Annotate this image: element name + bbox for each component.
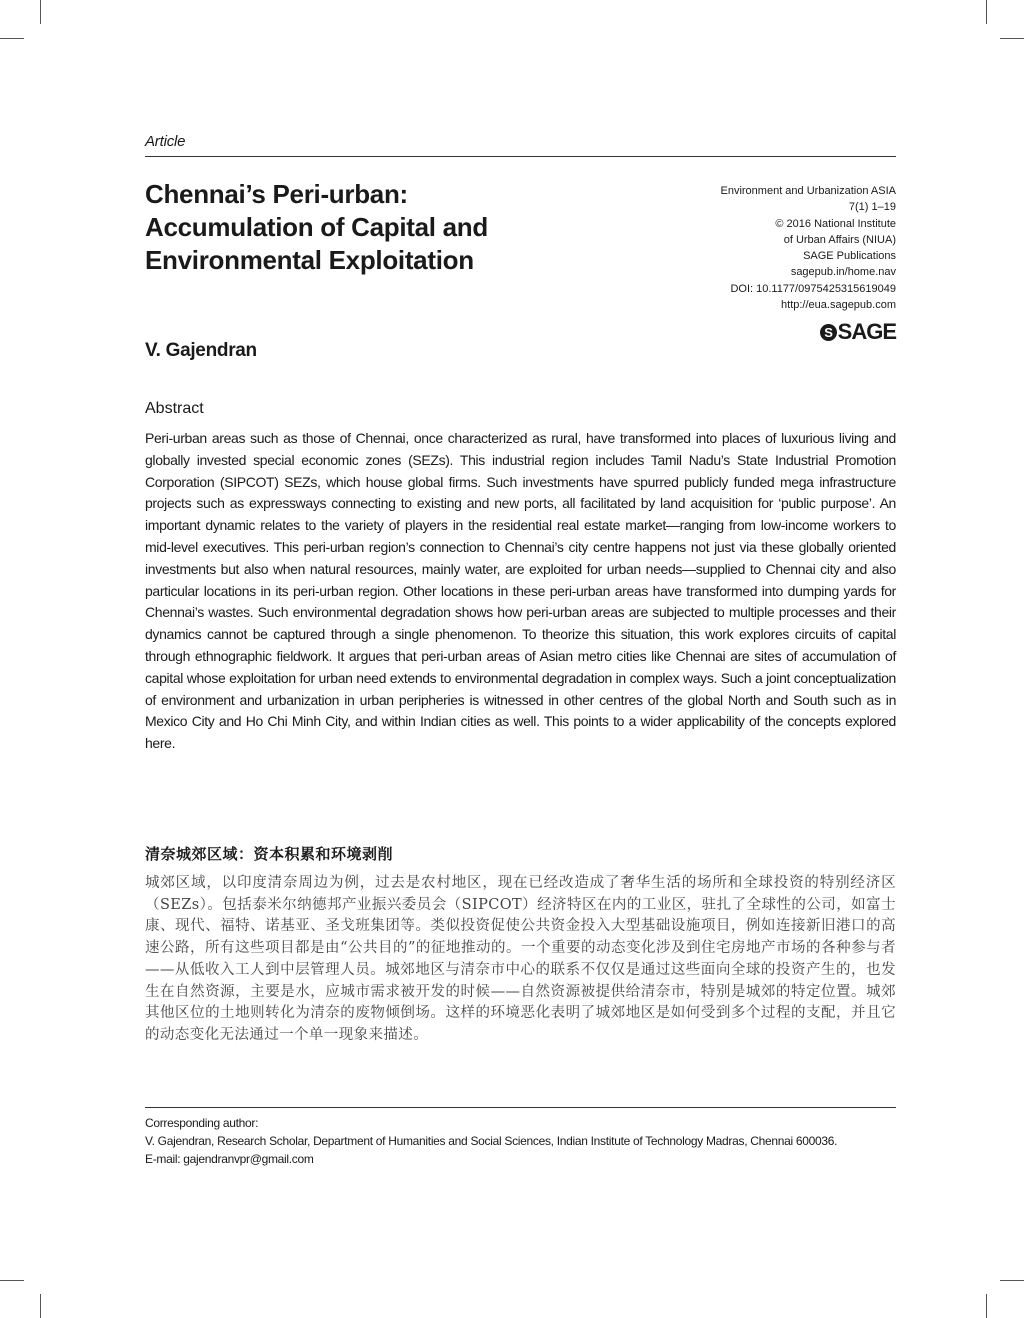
crop-mark	[0, 1280, 24, 1281]
title-line: Environmental Exploitation	[145, 245, 474, 275]
crop-mark	[40, 1294, 41, 1318]
footnote-rule	[145, 1107, 896, 1108]
crop-mark	[40, 0, 41, 24]
article-type-label: Article	[145, 133, 186, 150]
publisher-url[interactable]: sagepub.in/home.nav	[790, 266, 896, 279]
journal-metadata	[636, 183, 896, 313]
author-email[interactable]: E-mail: gajendranvpr@gmail.com	[145, 1152, 314, 1166]
copyright-line: © 2016 National Institute	[775, 217, 896, 230]
title-line: Chennai’s Peri-urban:	[145, 179, 408, 209]
journal-volume: 7(1) 1–19	[848, 201, 896, 214]
footnote	[145, 1114, 896, 1168]
abstract-heading: Abstract	[145, 400, 204, 417]
title-line: Accumulation of Capital and	[145, 212, 488, 242]
sage-logo-text: SAGE	[837, 319, 896, 344]
journal-name: Environment and Urbanization ASIA	[720, 185, 896, 197]
copyright-holder: of Urban Affairs (NIUA)	[783, 233, 896, 246]
corresponding-author-label: Corresponding author:	[145, 1116, 259, 1130]
crop-mark	[986, 1294, 987, 1318]
crop-mark	[0, 38, 24, 39]
abstract-text: Peri-urban areas such as those of Chennai, once characterized as rural, have transformed into places of luxurious living and globally invested special economic zones (SEZs). This industrial region includes Tamil Nadu’s State Industrial Promotion Corporation (SIPCOT) SEZs, which house global firms. Such investments have spurred publicly funded mega infrastructure projects such as expressways connecting to existing and new ports, all facilitated by land acquisition for ‘public purpose’. An important dynamic relates to the variety of players in the residential real estate market—ranging from low-income workers to mid-level executives. This peri-urban region’s connection to Chennai’s city centre happens not just via these globally oriented investments but also when natural resources, mainly water, are exploited for urban needs—supplied to Chennai city and also particular locations in its peri-urban region. Other locations in these peri-urban areas have transformed into dumping yards for Chennai’s wastes. Such environmental degradation shows how peri-urban areas are subjected to multiple processes and their dynamics cannot be captured through a single phenomenon. To theorize this situation, this work explores circuits of capital through ethnographic fieldwork. It argues that peri-urban areas of Asian metro cities like Chennai are sites of accumulation of capital whose exploitation for urban need extends to environmental degradation in complex ways. Such a joint conceptualization of environment and urbanization in urban peripheries is witnessed in other centres of the global North and South such as in Mexico City and Ho Chi Minh City, and within Indian cities as well. This points to a wider applicability of the concepts explored here.	[145, 430, 896, 752]
author-affiliation: V. Gajendran, Research Scholar, Department of Humanities and Social Sciences, Indian Institute of Technology Madras, Chennai 600036.	[145, 1134, 838, 1148]
publisher-name: SAGE Publications	[803, 250, 896, 263]
crop-mark	[1000, 38, 1024, 39]
sage-logo-icon: S	[820, 324, 837, 341]
header-rule	[145, 156, 896, 157]
crop-mark	[986, 0, 987, 24]
author-name: V. Gajendran	[145, 340, 257, 361]
sage-logo	[820, 319, 896, 345]
chinese-abstract: 城郊区域，以印度清奈周边为例，过去是农村地区，现在已经改造成了奢华生活的场所和全球投资的特别经济区（SEZs）。包括泰米尔纳德邦产业振兴委员会（SIPCOT）经济特区在内的工业区，驻扎了全球性的公司，如富士康、现代、福特、诺基亚、圣戈班集团等。类似投资促使公共资金投入大型基础设施项目，例如连接新旧港口的高速公路，所有这些项目都是由“公共目的”的征地推动的。一个重要的动态变化涉及到住宅房地产市场的各种参与者——从低收入工人到中层管理人员。城郊地区与清奈市中心的联系不仅仅是通过这些面向全球的投资产生的，也发生在自然资源，主要是水，应城市需求被开发的时候——自然资源被提供给清奈市，特别是城郊的特定位置。城郊其他区位的土地则转化为清奈的废物倾倒场。这样的环境恶化表明了城郊地区是如何受到多个过程的支配，并且它的动态变化无法通过一个单一现象来描述。	[145, 875, 896, 1043]
journal-url[interactable]: http://eua.sagepub.com	[781, 299, 896, 312]
article-title	[145, 178, 565, 277]
chinese-title: 清奈城郊区域：资本积累和环境剥削	[145, 845, 394, 863]
doi[interactable]: DOI: 10.1177/0975425315619049	[730, 282, 896, 295]
crop-mark	[1000, 1280, 1024, 1281]
